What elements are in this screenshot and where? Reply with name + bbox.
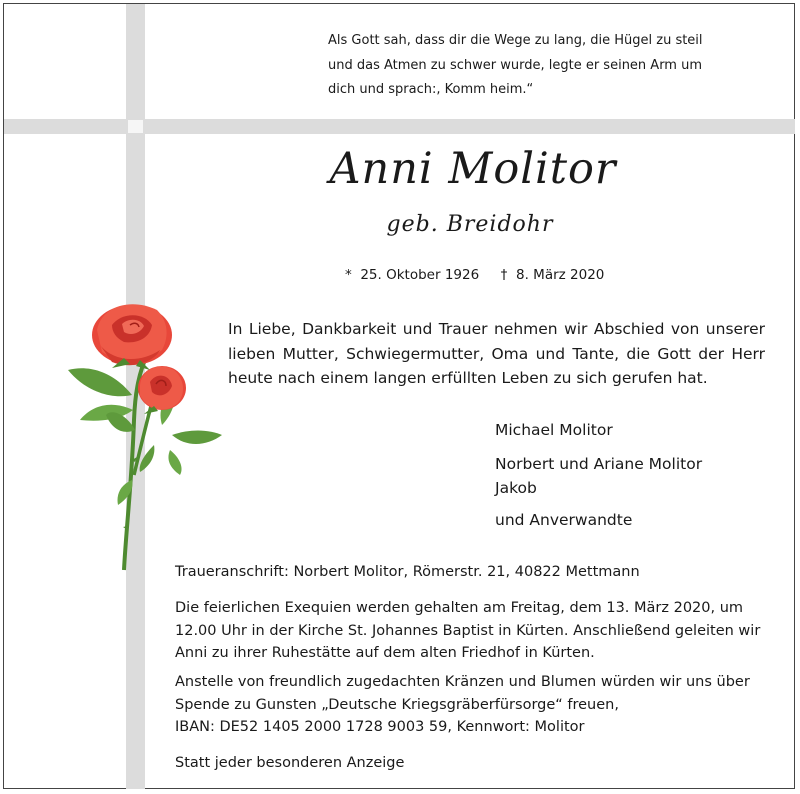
birth-name: geb. Breidohr bbox=[386, 212, 554, 237]
quote-line: dich und sprach:, Komm heim.“ bbox=[328, 82, 534, 97]
text-line: Anstelle von freundlich zugedachten Kränzen und Blumen würden wir uns über bbox=[175, 674, 750, 690]
quote-line: und das Atmen zu schwer wurde, legte er seinen Arm um bbox=[328, 57, 703, 73]
donation-info bbox=[175, 671, 775, 739]
text-line: IBAN: DE52 1405 2000 1728 9003 59, Kennwort: Molitor bbox=[175, 719, 585, 735]
intro-text: In Liebe, Dankbarkeit und Trauer nehmen wir Abschied von unserer lieben Mutter, Schwiegermutter, Oma und Tante, die Gott der Herr heute nach einem langen erfüllten Leben zu sich gerufen hat. bbox=[228, 320, 765, 387]
closing-note: Statt jeder besonderen Anzeige bbox=[175, 755, 405, 771]
mourning-address: Traueranschrift: Norbert Molitor, Römerstr. 21, 40822 Mettmann bbox=[175, 564, 640, 580]
text-line: Die feierlichen Exequien werden gehalten am Freitag, dem 13. März 2020, um bbox=[175, 600, 744, 616]
life-dates bbox=[345, 267, 604, 283]
quote-line: Als Gott sah, dass dir die Wege zu lang, die Hügel zu steil bbox=[328, 33, 703, 48]
text-line: 12.00 Uhr in der Kirche St. Johannes Baptist in Kürten. Anschließend geleiten wir bbox=[175, 622, 761, 639]
family-group bbox=[495, 452, 755, 500]
text-line: Spende zu Gunsten „Deutsche Kriegsgräberfürsorge“ freuen, bbox=[175, 696, 619, 713]
death-cross-icon: † bbox=[500, 267, 508, 283]
family-member: Norbert und Ariane Molitor bbox=[495, 455, 703, 473]
birth-star-icon: * bbox=[345, 267, 352, 283]
cross-horizontal-bar bbox=[4, 119, 795, 134]
exequien-info bbox=[175, 597, 775, 665]
family-member: Michael Molitor bbox=[495, 421, 613, 439]
rose-icon bbox=[62, 300, 227, 575]
memorial-quote bbox=[328, 29, 748, 103]
family-member: Jakob bbox=[495, 479, 537, 497]
birth-date: 25. Oktober 1926 bbox=[360, 267, 480, 283]
deceased-name: Anni Molitor bbox=[329, 144, 617, 194]
family-member: und Anverwandte bbox=[495, 511, 633, 529]
cross-center bbox=[128, 120, 143, 133]
death-date: 8. März 2020 bbox=[516, 267, 605, 283]
text-line: Anni zu ihrer Ruhestätte auf dem alten Friedhof in Kürten. bbox=[175, 645, 595, 661]
